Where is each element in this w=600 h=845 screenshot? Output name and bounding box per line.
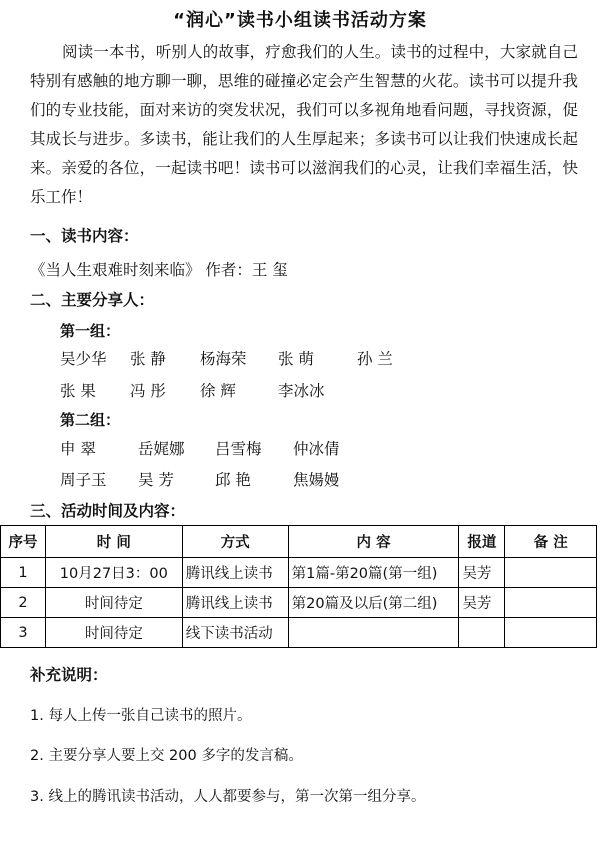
cell-reporter (459, 618, 505, 648)
cell-method: 腾讯线上读书 (182, 588, 288, 618)
cell-index: 1 (1, 558, 46, 588)
book-info: 《当人生艰难时刻来临》 作者：王 玺 (30, 261, 288, 279)
group2-label: 第二组： (60, 411, 121, 429)
cell-remarks (505, 558, 597, 588)
cell-method: 腾讯线上读书 (182, 558, 288, 588)
group2-member: 周子玉 (60, 471, 107, 489)
cell-reporter: 吴芳 (459, 558, 505, 588)
section-heading-reading: 一、读书内容： (30, 227, 139, 245)
column-header: 备 注 (505, 526, 597, 558)
cell-content: 第20篇及以后(第二组) (288, 588, 459, 618)
schedule-table (0, 525, 597, 648)
cell-index: 3 (1, 618, 46, 648)
group2-member: 焦婸嫚 (293, 471, 340, 489)
section-heading-schedule: 三、活动时间及内容： (30, 502, 186, 520)
group2-member: 岳娓娜 (138, 440, 185, 458)
table-row (1, 618, 597, 648)
group1-member: 孙 兰 (357, 350, 393, 368)
cell-remarks (505, 588, 597, 618)
cell-reporter: 吴芳 (459, 588, 505, 618)
cell-content (288, 618, 459, 648)
intro-paragraph: 阅读一本书，听别人的故事，疗愈我们的人生。读书的过程中，大家就自己特别有感触的地方聊一聊，思维的碰撞必定会产生智慧的火花。读书可以提升我们的专业技能，面对来访的突发状况，我们可以多视角地看问题，寻找资源，促其成长与进步。多读书，能让我们的人生厚起来；多读书可以让我们快速成长起来。亲爱的各位，一起读书吧！读书可以滋润我们的心灵，让我们幸福生活，快乐工作！ (30, 43, 578, 206)
cell-time: 10月27日3：00 (45, 558, 182, 588)
column-header: 内 容 (288, 526, 459, 558)
section-heading-sharers: 二、主要分享人： (30, 291, 155, 309)
column-header: 方式 (182, 526, 288, 558)
group2-member: 吕雪梅 (215, 440, 262, 458)
cell-time: 时间待定 (45, 588, 182, 618)
group1-member: 杨海荣 (200, 350, 247, 368)
group1-member: 冯 彤 (130, 382, 166, 400)
group2-member: 仲冰倩 (293, 440, 340, 458)
column-header: 报道 (459, 526, 505, 558)
cell-content: 第1篇-第20篇(第一组) (288, 558, 459, 588)
note-item: 1. 每人上传一张自己读书的照片。 (30, 708, 252, 724)
group1-member: 张 萌 (278, 350, 314, 368)
table-row (1, 588, 597, 618)
group2-member: 邱 艳 (215, 471, 251, 489)
cell-index: 2 (1, 588, 46, 618)
group1-label: 第一组： (60, 322, 121, 340)
group1-member: 张 果 (60, 382, 96, 400)
table-header-row (1, 526, 597, 558)
cell-time: 时间待定 (45, 618, 182, 648)
table-row (1, 558, 597, 588)
page-title: “润心”读书小组读书活动方案 (173, 10, 427, 31)
cell-method: 线下读书活动 (182, 618, 288, 648)
notes-heading: 补充说明： (30, 666, 108, 684)
note-item: 3. 线上的腾讯读书活动，人人都要参与，第一次第一组分享。 (30, 789, 426, 805)
group1-member: 张 静 (130, 350, 166, 368)
cell-remarks (505, 618, 597, 648)
group1-member: 吴少华 (60, 350, 107, 368)
note-item: 2. 主要分享人要上交 200 多字的发言稿。 (30, 748, 303, 764)
group2-member: 申 翠 (60, 440, 96, 458)
group2-member: 吴 芳 (138, 471, 174, 489)
column-header: 时 间 (45, 526, 182, 558)
group1-member: 李冰冰 (278, 382, 325, 400)
group1-member: 徐 辉 (200, 382, 236, 400)
column-header: 序号 (1, 526, 46, 558)
